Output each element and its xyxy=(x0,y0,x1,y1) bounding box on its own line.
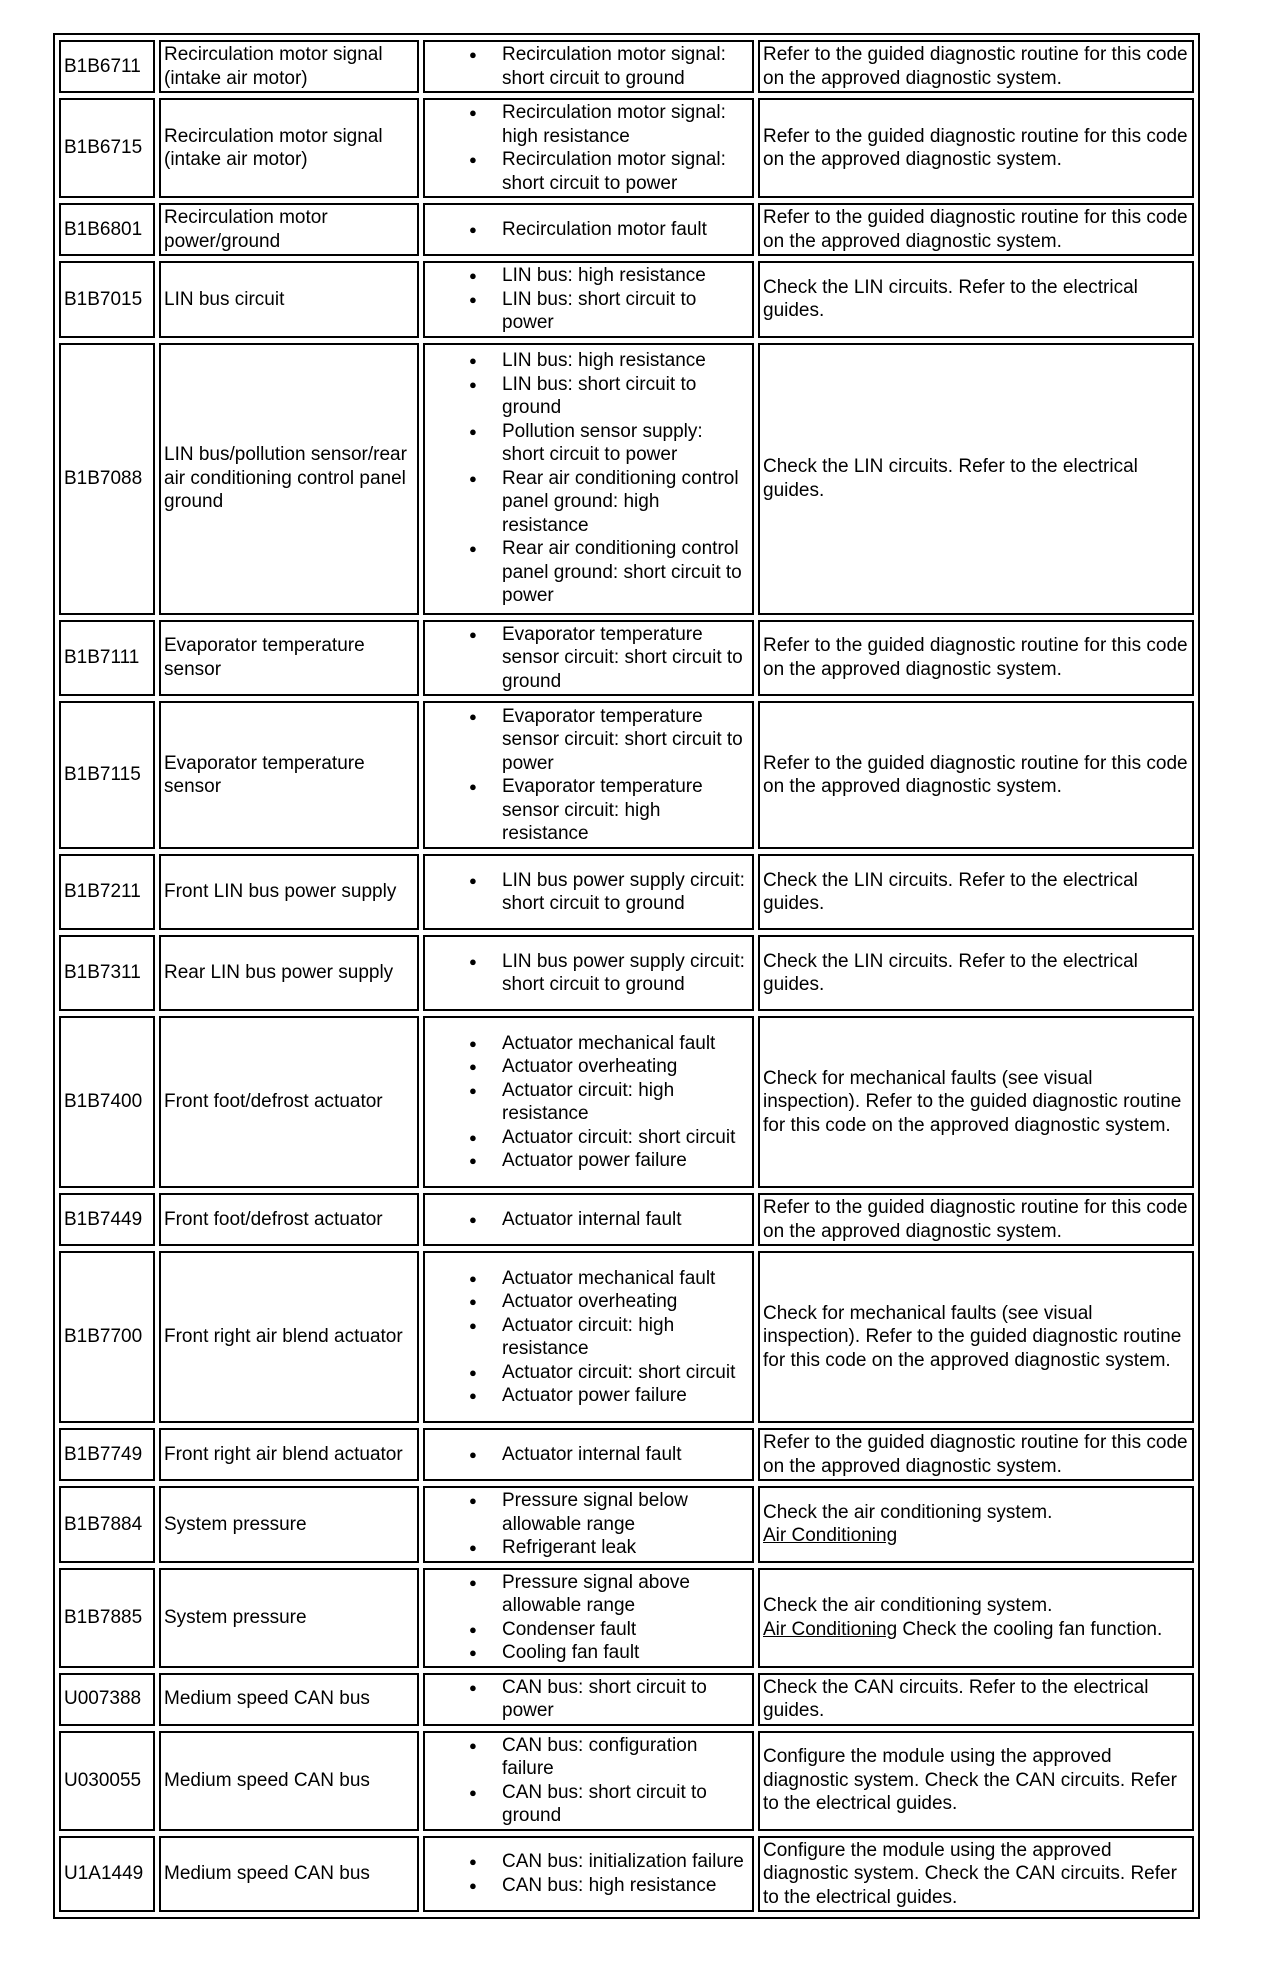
possible-causes-cell xyxy=(423,1836,754,1913)
action-text: Configure the module using the approved diagnostic system. Check the CAN circuits. Refer to the electrical guides. xyxy=(763,1839,1177,1908)
action-cell xyxy=(758,1673,1194,1726)
cause-list-item: ● Evaporator temperature sensor circuit: short circuit to power xyxy=(428,705,749,776)
possible-causes-cell xyxy=(423,935,754,1011)
cause-list-item: ● Actuator internal fault xyxy=(428,1443,749,1467)
possible-causes-cell xyxy=(423,1251,754,1423)
dtc-code-cell: U030055 xyxy=(59,1731,155,1831)
description-cell: Front LIN bus power supply xyxy=(159,854,419,930)
cause-list-item: ● Rear air conditioning control panel ground: short circuit to power xyxy=(428,537,749,608)
causes-list xyxy=(428,705,749,846)
cause-list-item: ● Pressure signal above allowable range xyxy=(428,1571,749,1618)
action-text: Check the air conditioning system. xyxy=(763,1595,1053,1616)
table-row xyxy=(59,1016,1194,1188)
table-row xyxy=(59,343,1194,615)
action-cell xyxy=(758,935,1194,1011)
cause-list-item: ● Actuator circuit: short circuit xyxy=(428,1361,749,1385)
cause-list-item: ● Recirculation motor signal: short circuit to ground xyxy=(428,43,749,90)
cause-list-item: ● CAN bus: initialization failure xyxy=(428,1850,749,1874)
table-row xyxy=(59,620,1194,697)
dtc-code-cell: B1B7211 xyxy=(59,854,155,930)
possible-causes-cell xyxy=(423,1731,754,1831)
cause-list-item: ● Actuator mechanical fault xyxy=(428,1032,749,1056)
action-text: Refer to the guided diagnostic routine for this code on the approved diagnostic system. xyxy=(763,125,1188,170)
causes-list xyxy=(428,1208,749,1232)
table-row xyxy=(59,261,1194,338)
description-cell: Front right air blend actuator xyxy=(159,1428,419,1481)
causes-list xyxy=(428,264,749,335)
action-cell xyxy=(758,1016,1194,1188)
description-cell: Medium speed CAN bus xyxy=(159,1673,419,1726)
cause-list-item: ● CAN bus: high resistance xyxy=(428,1874,749,1898)
action-text: Check the CAN circuits. Refer to the electrical guides. xyxy=(763,1676,1149,1721)
cause-list-item: ● Actuator circuit: short circuit xyxy=(428,1126,749,1150)
action-text: Check the LIN circuits. Refer to the electrical guides. xyxy=(763,276,1138,322)
dtc-code-cell: B1B7115 xyxy=(59,701,155,849)
action-text: Check the LIN circuits. Refer to the electrical guides. xyxy=(763,950,1138,995)
dtc-code-cell: B1B6801 xyxy=(59,203,155,256)
action-cell xyxy=(758,620,1194,697)
description-cell: Medium speed CAN bus xyxy=(159,1731,419,1831)
cause-list-item: ● Evaporator temperature sensor circuit: short circuit to ground xyxy=(428,623,749,694)
action-cell xyxy=(758,343,1194,615)
possible-causes-cell xyxy=(423,1193,754,1246)
dtc-code-cell: B1B7015 xyxy=(59,261,155,338)
action-cell xyxy=(758,1836,1194,1913)
possible-causes-cell xyxy=(423,854,754,930)
possible-causes-cell xyxy=(423,1016,754,1188)
possible-causes-cell xyxy=(423,40,754,93)
table-row xyxy=(59,1731,1194,1831)
table-row xyxy=(59,1193,1194,1246)
description-cell: System pressure xyxy=(159,1568,419,1668)
possible-causes-cell xyxy=(423,1673,754,1726)
table-row xyxy=(59,935,1194,1011)
cause-list-item: ● CAN bus: configuration failure xyxy=(428,1734,749,1781)
action-cell xyxy=(758,203,1194,256)
dtc-code-cell: B1B7749 xyxy=(59,1428,155,1481)
action-cell xyxy=(758,854,1194,930)
causes-list xyxy=(428,218,749,242)
cause-list-item: ● Actuator internal fault xyxy=(428,1208,749,1232)
description-cell: Evaporator temperature sensor xyxy=(159,620,419,697)
air-conditioning-link[interactable]: Air Conditioning xyxy=(763,1618,898,1640)
dtc-code-cell: B1B6715 xyxy=(59,98,155,198)
dtc-code-cell: B1B6711 xyxy=(59,40,155,93)
cause-list-item: ● LIN bus: high resistance xyxy=(428,264,749,288)
dtc-table-body xyxy=(59,40,1194,1912)
causes-list xyxy=(428,1489,749,1560)
causes-list xyxy=(428,1850,749,1897)
action-text: Configure the module using the approved diagnostic system. Check the CAN circuits. Refer to the electrical guides. xyxy=(763,1746,1177,1815)
description-cell: Front foot/defrost actuator xyxy=(159,1193,419,1246)
cause-list-item: ● Condenser fault xyxy=(428,1618,749,1642)
table-row xyxy=(59,98,1194,198)
possible-causes-cell xyxy=(423,1568,754,1668)
possible-causes-cell xyxy=(423,1486,754,1563)
table-row xyxy=(59,854,1194,930)
table-row xyxy=(59,40,1194,93)
cause-list-item: ● Actuator overheating xyxy=(428,1055,749,1079)
table-row xyxy=(59,1568,1194,1668)
cause-list-item: ● Pollution sensor supply: short circuit to power xyxy=(428,420,749,467)
cause-list-item: ● LIN bus: short circuit to power xyxy=(428,288,749,335)
cause-list-item: ● CAN bus: short circuit to power xyxy=(428,1676,749,1723)
table-row xyxy=(59,701,1194,849)
action-text: Check for mechanical faults (see visual inspection). Refer to the guided diagnostic routine for this code on the approved diagnostic system. xyxy=(763,1302,1182,1371)
table-row xyxy=(59,1428,1194,1481)
possible-causes-cell xyxy=(423,261,754,338)
dtc-table xyxy=(53,33,1200,1919)
action-text: Check the LIN circuits. Refer to the electrical guides. xyxy=(763,456,1138,501)
cause-list-item: ● Recirculation motor signal: high resistance xyxy=(428,101,749,148)
cause-list-item: ● LIN bus: high resistance xyxy=(428,349,749,373)
description-cell: Medium speed CAN bus xyxy=(159,1836,419,1913)
description-cell: LIN bus circuit xyxy=(159,261,419,338)
table-row xyxy=(59,1836,1194,1913)
description-cell: Rear LIN bus power supply xyxy=(159,935,419,1011)
dtc-code-cell: B1B7884 xyxy=(59,1486,155,1563)
dtc-code-cell: B1B7111 xyxy=(59,620,155,697)
dtc-code-cell: U007388 xyxy=(59,1673,155,1726)
table-row xyxy=(59,1486,1194,1563)
cause-list-item: ● Cooling fan fault xyxy=(428,1641,749,1665)
dtc-code-cell: B1B7088 xyxy=(59,343,155,615)
causes-list xyxy=(428,869,749,916)
action-cell xyxy=(758,1251,1194,1423)
possible-causes-cell xyxy=(423,1428,754,1481)
causes-list xyxy=(428,43,749,90)
action-text: Refer to the guided diagnostic routine for this code on the approved diagnostic system. xyxy=(763,1432,1188,1477)
action-text: Refer to the guided diagnostic routine for this code on the approved diagnostic system. xyxy=(763,1197,1188,1242)
causes-list xyxy=(428,1571,749,1665)
dtc-code-cell: B1B7449 xyxy=(59,1193,155,1246)
action-text: Check the LIN circuits. Refer to the electrical guides. xyxy=(763,869,1138,914)
description-cell: Recirculation motor signal (intake air motor) xyxy=(159,40,419,93)
causes-list xyxy=(428,349,749,608)
description-cell: Recirculation motor signal (intake air motor) xyxy=(159,98,419,198)
cause-list-item: ● Actuator circuit: high resistance xyxy=(428,1314,749,1361)
causes-list xyxy=(428,1443,749,1467)
causes-list xyxy=(428,101,749,195)
causes-list xyxy=(428,1734,749,1828)
description-cell: Front foot/defrost actuator xyxy=(159,1016,419,1188)
possible-causes-cell xyxy=(423,98,754,198)
cause-list-item: ● LIN bus power supply circuit: short circuit to ground xyxy=(428,869,749,916)
table-row xyxy=(59,203,1194,256)
action-text: Refer to the guided diagnostic routine for this code on the approved diagnostic system. xyxy=(763,635,1188,680)
action-cell xyxy=(758,701,1194,849)
cause-list-item: ● Actuator overheating xyxy=(428,1290,749,1314)
action-cell xyxy=(758,261,1194,338)
cause-list-item: ● Actuator mechanical fault xyxy=(428,1267,749,1291)
possible-causes-cell xyxy=(423,203,754,256)
causes-list xyxy=(428,950,749,997)
cause-list-item: ● Evaporator temperature sensor circuit: high resistance xyxy=(428,775,749,846)
cause-list-item: ● Refrigerant leak xyxy=(428,1536,749,1560)
action-cell xyxy=(758,1731,1194,1831)
cause-list-item: ● Recirculation motor fault xyxy=(428,218,749,242)
action-cell xyxy=(758,1428,1194,1481)
description-cell: System pressure xyxy=(159,1486,419,1563)
action-text: Refer to the guided diagnostic routine for this code on the approved diagnostic system. xyxy=(763,207,1188,252)
action-cell xyxy=(758,40,1194,93)
dtc-code-cell: B1B7700 xyxy=(59,1251,155,1423)
dtc-table-container xyxy=(53,33,1196,1919)
causes-list xyxy=(428,1032,749,1173)
action-cell xyxy=(758,1568,1194,1668)
table-row xyxy=(59,1251,1194,1423)
possible-causes-cell xyxy=(423,343,754,615)
cause-list-item: ● LIN bus power supply circuit: short circuit to ground xyxy=(428,950,749,997)
action-cell xyxy=(758,1486,1194,1563)
causes-list xyxy=(428,1267,749,1408)
cause-list-item: ● Actuator power failure xyxy=(428,1384,749,1408)
dtc-code-cell: B1B7400 xyxy=(59,1016,155,1188)
description-cell: LIN bus/pollution sensor/rear air conditioning control panel ground xyxy=(159,343,419,615)
cause-list-item: ● LIN bus: short circuit to ground xyxy=(428,373,749,420)
action-text: Refer to the guided diagnostic routine for this code on the approved diagnostic system. xyxy=(763,44,1188,89)
dtc-code-cell: U1A1449 xyxy=(59,1836,155,1913)
cause-list-item: ● Actuator circuit: high resistance xyxy=(428,1079,749,1126)
action-text: Refer to the guided diagnostic routine for this code on the approved diagnostic system. xyxy=(763,752,1188,797)
cause-list-item: ● Actuator power failure xyxy=(428,1149,749,1173)
cause-list-item: ● Pressure signal below allowable range xyxy=(428,1489,749,1536)
action-text-continued: Check the cooling fan function. xyxy=(897,1618,1163,1640)
action-cell xyxy=(758,1193,1194,1246)
description-cell: Recirculation motor power/ground xyxy=(159,203,419,256)
causes-list xyxy=(428,1676,749,1723)
action-cell xyxy=(758,98,1194,198)
description-cell: Evaporator temperature sensor xyxy=(159,701,419,849)
possible-causes-cell xyxy=(423,701,754,849)
table-row xyxy=(59,1673,1194,1726)
cause-list-item: ● CAN bus: short circuit to ground xyxy=(428,1781,749,1828)
description-cell: Front right air blend actuator xyxy=(159,1251,419,1423)
action-text: Check the air conditioning system. xyxy=(763,1501,1053,1523)
action-text: Check for mechanical faults (see visual inspection). Refer to the guided diagnostic routine for this code on the approved diagnostic system. xyxy=(763,1067,1182,1136)
possible-causes-cell xyxy=(423,620,754,697)
dtc-code-cell: B1B7885 xyxy=(59,1568,155,1668)
air-conditioning-link[interactable]: Air Conditioning xyxy=(763,1525,898,1547)
cause-list-item: ● Rear air conditioning control panel ground: high resistance xyxy=(428,467,749,538)
dtc-code-cell: B1B7311 xyxy=(59,935,155,1011)
cause-list-item: ● Recirculation motor signal: short circuit to power xyxy=(428,148,749,195)
causes-list xyxy=(428,623,749,694)
